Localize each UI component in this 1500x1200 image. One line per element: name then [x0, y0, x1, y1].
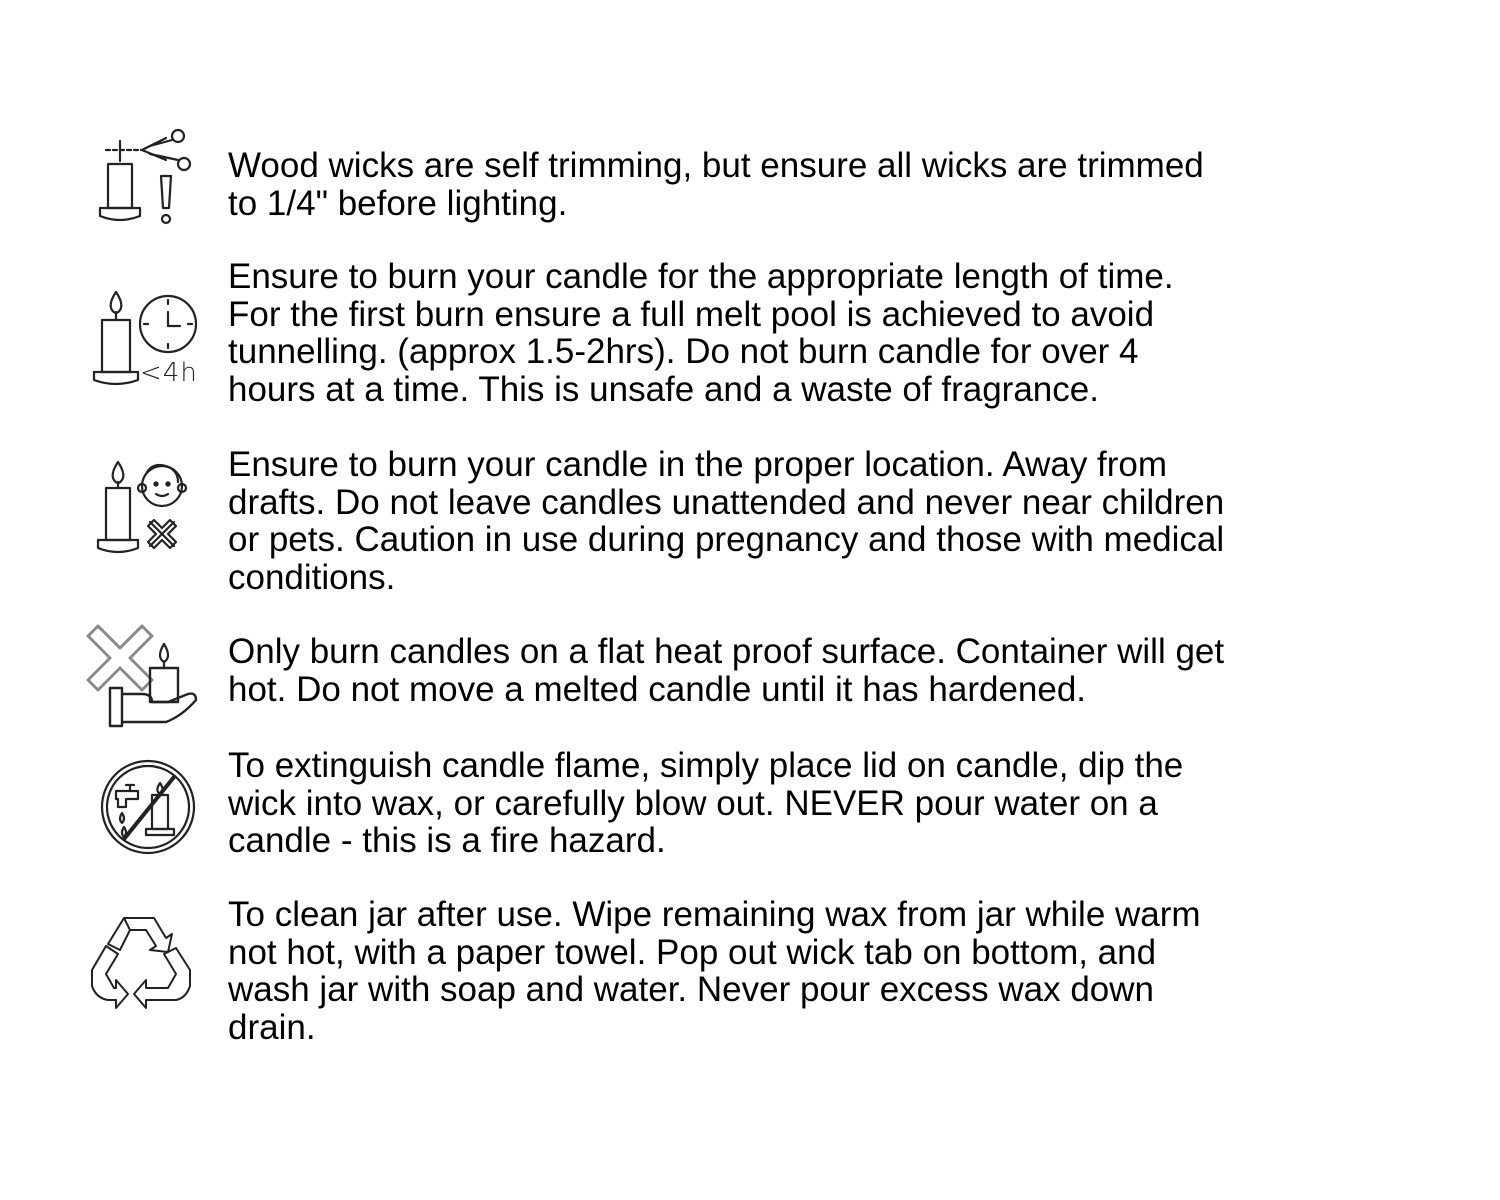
instruction-text: Wood wicks are self trimming, but ensure all wicks are trimmed to 1/4" before lighting.: [228, 146, 1204, 223]
instruction-item-location: [80, 446, 1400, 606]
instruction-text: Ensure to burn your candle in the proper location. Away from drafts. Do not leave candles unattended and never near children or pets. Caution in use during pregnancy and those with medical conditions.: [228, 445, 1225, 597]
candle-hand-no-icon: [80, 618, 210, 733]
duration-label: <4h: [140, 358, 198, 388]
instruction-text: To clean jar after use. Wipe remaining wax from jar while warm not hot, with a paper towel. Pop out wick tab on bottom, and wash jar with soap and water. Never pour excess wax down drain.: [228, 895, 1201, 1047]
recycle-icon: [80, 912, 210, 1017]
candle-child-warning-icon: [80, 460, 210, 560]
instruction-text: To extinguish candle flame, simply place lid on candle, dip the wick into wax, or carefully blow out. NEVER pour water on a candle - this is a fire hazard.: [228, 746, 1184, 860]
candle-clock-icon: [80, 288, 210, 398]
instruction-text: Ensure to burn your candle for the appropriate length of time. For the first burn ensure a full melt pool is achieved to avoid tunnelling. (approx 1.5-2hrs). Do not burn candle for over 4 hours at a time. This is unsafe and a waste of fragrance.: [228, 257, 1174, 409]
candle-wick-trim-icon: [80, 128, 210, 228]
instruction-text: Only burn candles on a flat heat proof surface. Container will get hot. Do not move a melted candle until it has hardened.: [228, 632, 1225, 709]
instruction-item-surface: [80, 618, 1400, 738]
instruction-item-extinguish: [80, 745, 1400, 865]
no-water-on-candle-icon: [80, 757, 210, 857]
instruction-item-burn-time: [80, 258, 1400, 418]
instruction-item-clean-jar: [80, 896, 1400, 1056]
instruction-item-trim-wick: [80, 128, 1400, 238]
